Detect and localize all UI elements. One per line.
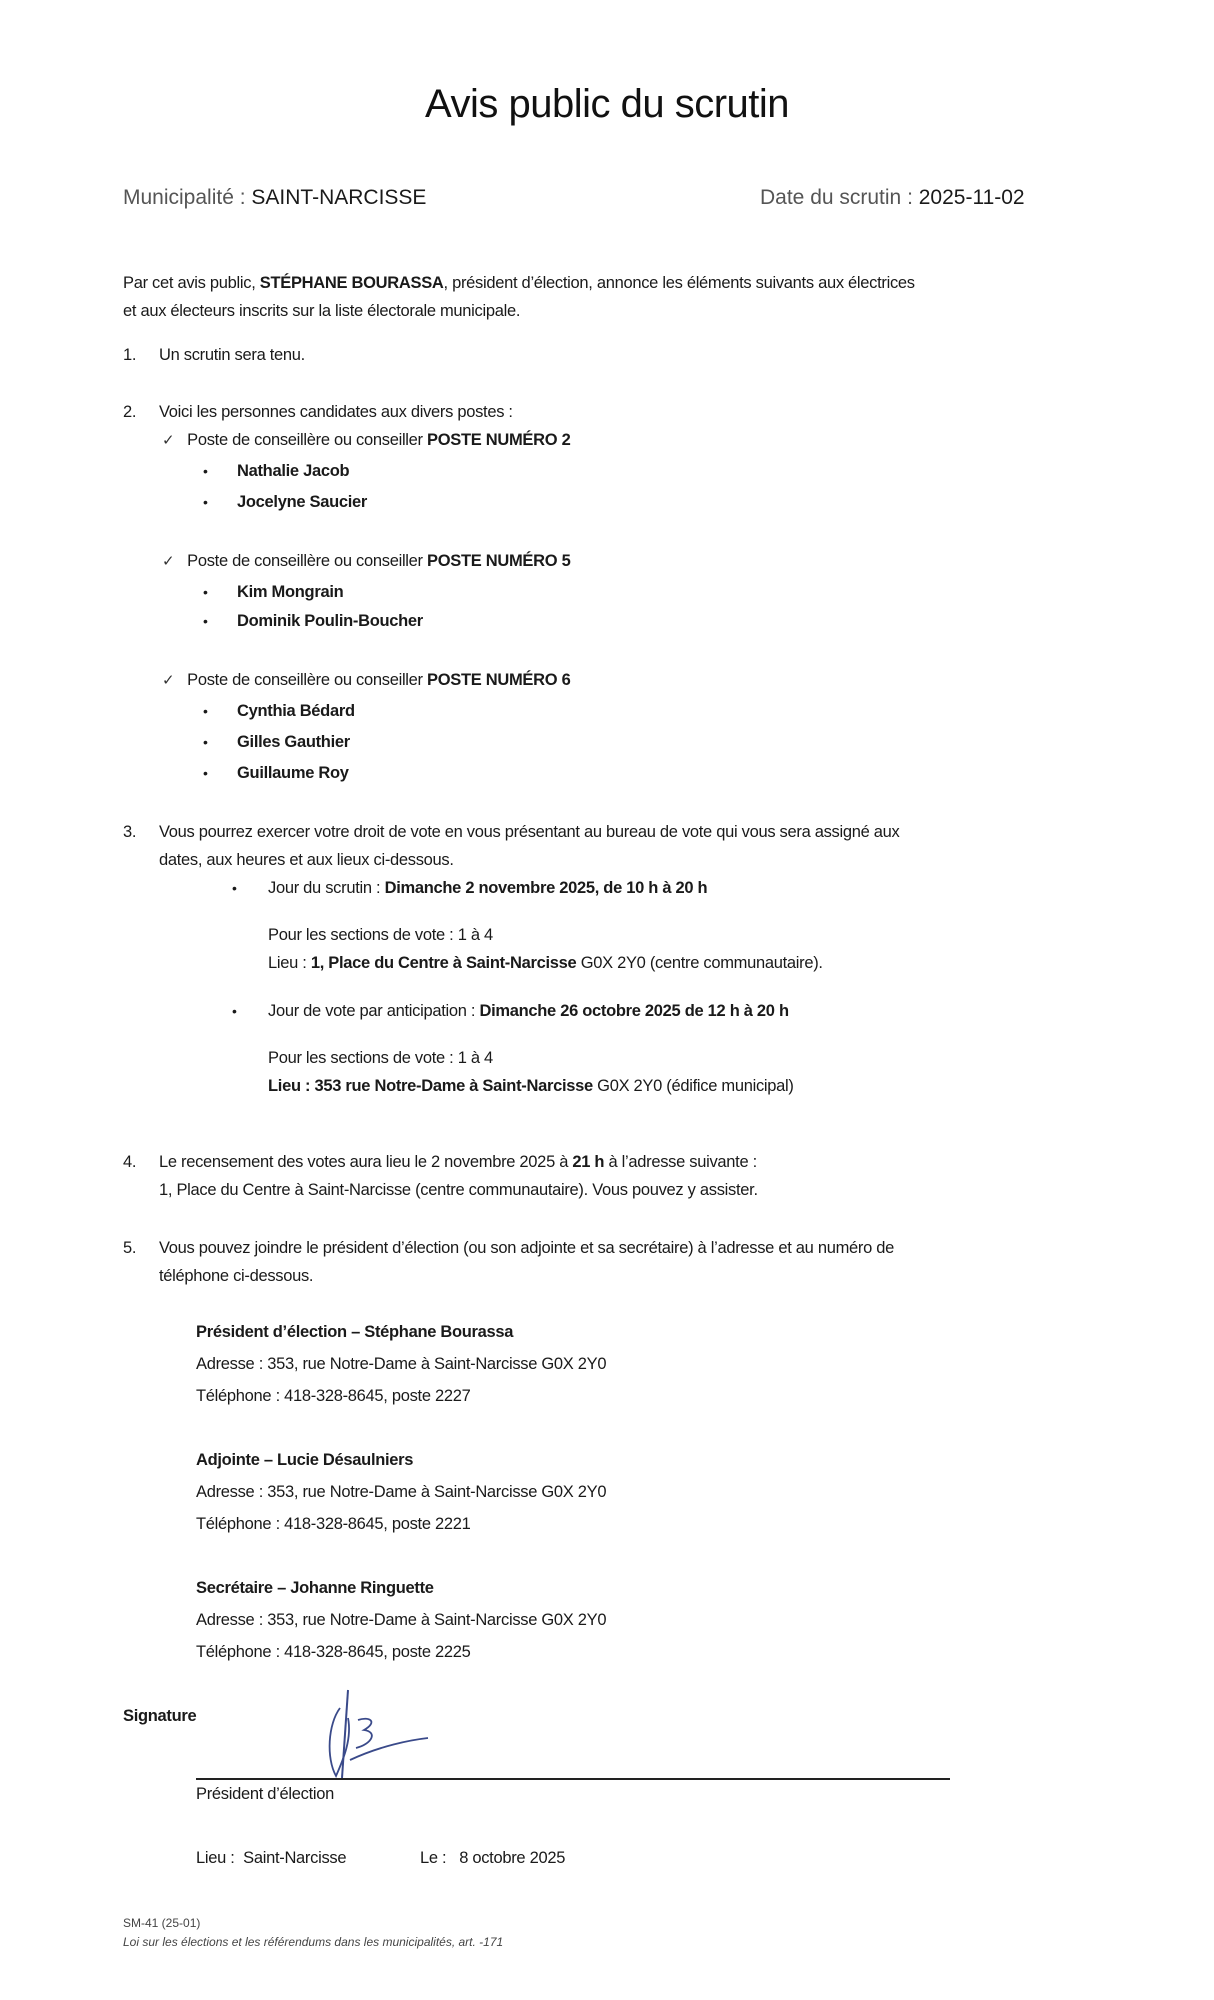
voting-day-value: Dimanche 2 novembre 2025, de 10 h à 20 h [384,879,708,897]
voting-sections [268,926,493,945]
check-icon: ✓ [162,432,175,449]
item-4-line-2: 1, Place du Centre à Saint-Narcisse (centre communautaire). Vous pouvez y assister. [159,1181,758,1199]
advance-voting-place [268,1077,794,1096]
contact-heading-secretaire: Secrétaire – Johanne Ringuette [196,1579,434,1597]
check-icon: ✓ [162,553,175,570]
item-number: 4. [123,1153,137,1171]
intro-text: Par cet avis public, [123,274,260,292]
bullet-icon: • [203,703,208,719]
contact-phone: Téléphone : 418-328-8645, poste 2225 [196,1643,471,1661]
candidate-item [203,583,344,602]
bullet-icon: • [203,613,208,629]
intro-text: , président d’élection, annonce les éléments suivants aux électrices [443,274,915,292]
place-label: Lieu : [268,954,311,972]
candidate-item [203,702,355,721]
post-heading-6 [162,671,570,690]
election-date-label: Date du scrutin : [760,186,919,209]
handwritten-signature [300,1688,440,1783]
item-text: Le recensement des votes aura lieu le 2 novembre 2025 à [159,1153,573,1171]
sections-value: 1 à 4 [457,1049,493,1067]
contact-phone: Téléphone : 418-328-8645, poste 2221 [196,1515,471,1533]
municipality-label: Municipalité : [123,186,252,209]
law-article: -171 [479,1935,504,1949]
bullet-icon: • [203,463,208,479]
intro-line-2: et aux électeurs inscrits sur la liste électorale municipale. [123,302,521,320]
item-2 [123,403,513,422]
bullet-icon: • [203,584,208,600]
election-officer-name: STÉPHANE BOURASSA [259,274,444,292]
bullet-icon: • [203,765,208,781]
item-text: Vous pourrez exercer votre droit de vote en vous présentant au bureau de vote qui vous sera assigné aux [159,823,900,841]
candidate-item [203,764,349,783]
count-time: 21 h [572,1153,605,1171]
place-address: 353 rue Notre-Dame à Saint-Narcisse [314,1077,593,1095]
candidate-name: Cynthia Bédard [237,702,355,720]
contact-address: Adresse : 353, rue Notre-Dame à Saint-Narcisse G0X 2Y0 [196,1611,607,1629]
item-5 [123,1239,894,1258]
advance-voting-day [268,1002,789,1021]
place-details: G0X 2Y0 (édifice municipal) [592,1077,794,1095]
candidate-name: Guillaume Roy [237,764,349,782]
voting-day [268,879,707,898]
item-number: 3. [123,823,137,841]
item-3-line-2: dates, aux heures et aux lieux ci-dessous. [159,851,454,869]
bullet-icon: • [232,880,237,896]
place-label: Lieu : [268,1077,315,1095]
voting-day-label: Jour du scrutin : [268,879,385,897]
post-number: POSTE NUMÉRO 6 [427,671,571,689]
item-4 [123,1153,757,1172]
date-label: Le : [420,1849,460,1867]
item-text: Un scrutin sera tenu. [159,346,305,364]
candidate-name: Gilles Gauthier [237,733,350,751]
candidate-name: Nathalie Jacob [237,462,350,480]
post-number: POSTE NUMÉRO 2 [427,431,571,449]
contact-address: Adresse : 353, rue Notre-Dame à Saint-Narcisse G0X 2Y0 [196,1483,607,1501]
candidate-item [203,462,350,481]
post-label: Poste de conseillère ou conseiller [187,431,428,449]
signature-role: Président d’élection [196,1785,335,1803]
check-icon: ✓ [162,672,175,689]
item-text: Vous pouvez joindre le président d’élection (ou son adjointe et sa secrétaire) à l’adresse et au numéro de [159,1239,895,1257]
contact-address: Adresse : 353, rue Notre-Dame à Saint-Narcisse G0X 2Y0 [196,1355,607,1373]
voting-place [268,954,823,973]
signature-line [196,1778,950,1780]
bullet-icon: • [203,494,208,510]
municipality-value: SAINT-NARCISSE [251,186,427,209]
page-title: Avis public du scrutin [425,82,789,126]
sections-label: Pour les sections de vote : [268,926,458,944]
sections-value: 1 à 4 [457,926,493,944]
candidate-item [203,493,368,512]
advance-voting-day-line [232,1002,789,1021]
date-value: 8 octobre 2025 [459,1849,566,1867]
signature-date [420,1849,565,1868]
candidate-item [203,612,423,631]
voting-day-value: Dimanche 26 octobre 2025 de 12 h à 20 h [479,1002,789,1020]
law-reference [123,1935,503,1949]
candidate-name: Jocelyne Saucier [237,493,368,511]
bullet-icon: • [203,734,208,750]
candidate-name: Dominik Poulin-Boucher [237,612,423,630]
post-label: Poste de conseillère ou conseiller [187,552,428,570]
item-1 [123,346,305,365]
post-heading-5 [162,552,570,571]
candidate-name: Kim Mongrain [237,583,344,601]
voting-day-line [232,879,708,898]
item-text: à l’adresse suivante : [604,1153,757,1171]
advance-voting-sections [268,1049,493,1068]
form-code: SM-41 (25-01) [123,1916,201,1930]
item-number: 2. [123,403,137,421]
voting-day-label: Jour de vote par anticipation : [268,1002,480,1020]
post-label: Poste de conseillère ou conseiller [187,671,428,689]
election-date-value: 2025-11-02 [918,186,1025,209]
sections-label: Pour les sections de vote : [268,1049,458,1067]
place-label: Lieu : [196,1849,244,1867]
place-value: Saint-Narcisse [243,1849,347,1867]
signature-place [196,1849,346,1868]
intro-line-1 [123,274,915,293]
item-number: 1. [123,346,137,364]
election-date-line [760,186,1025,210]
municipality-line [123,186,426,210]
contact-phone: Téléphone : 418-328-8645, poste 2227 [196,1387,471,1405]
law-title: Loi sur les élections et les référendums dans les municipalités, art. [123,1935,480,1949]
post-heading-2 [162,431,570,450]
item-number: 5. [123,1239,137,1257]
post-number: POSTE NUMÉRO 5 [427,552,571,570]
contact-heading-president: Président d’élection – Stéphane Bourassa [196,1323,514,1341]
place-address: 1, Place du Centre à Saint-Narcisse [310,954,577,972]
bullet-icon: • [232,1003,237,1019]
item-text: Voici les personnes candidates aux divers postes : [159,403,513,421]
contact-heading-adjointe: Adjointe – Lucie Désaulniers [196,1451,414,1469]
item-3 [123,823,900,842]
item-5-line-2: téléphone ci-dessous. [159,1267,314,1285]
candidate-item [203,733,350,752]
signature-label: Signature [123,1707,197,1725]
place-details: G0X 2Y0 (centre communautaire). [576,954,823,972]
